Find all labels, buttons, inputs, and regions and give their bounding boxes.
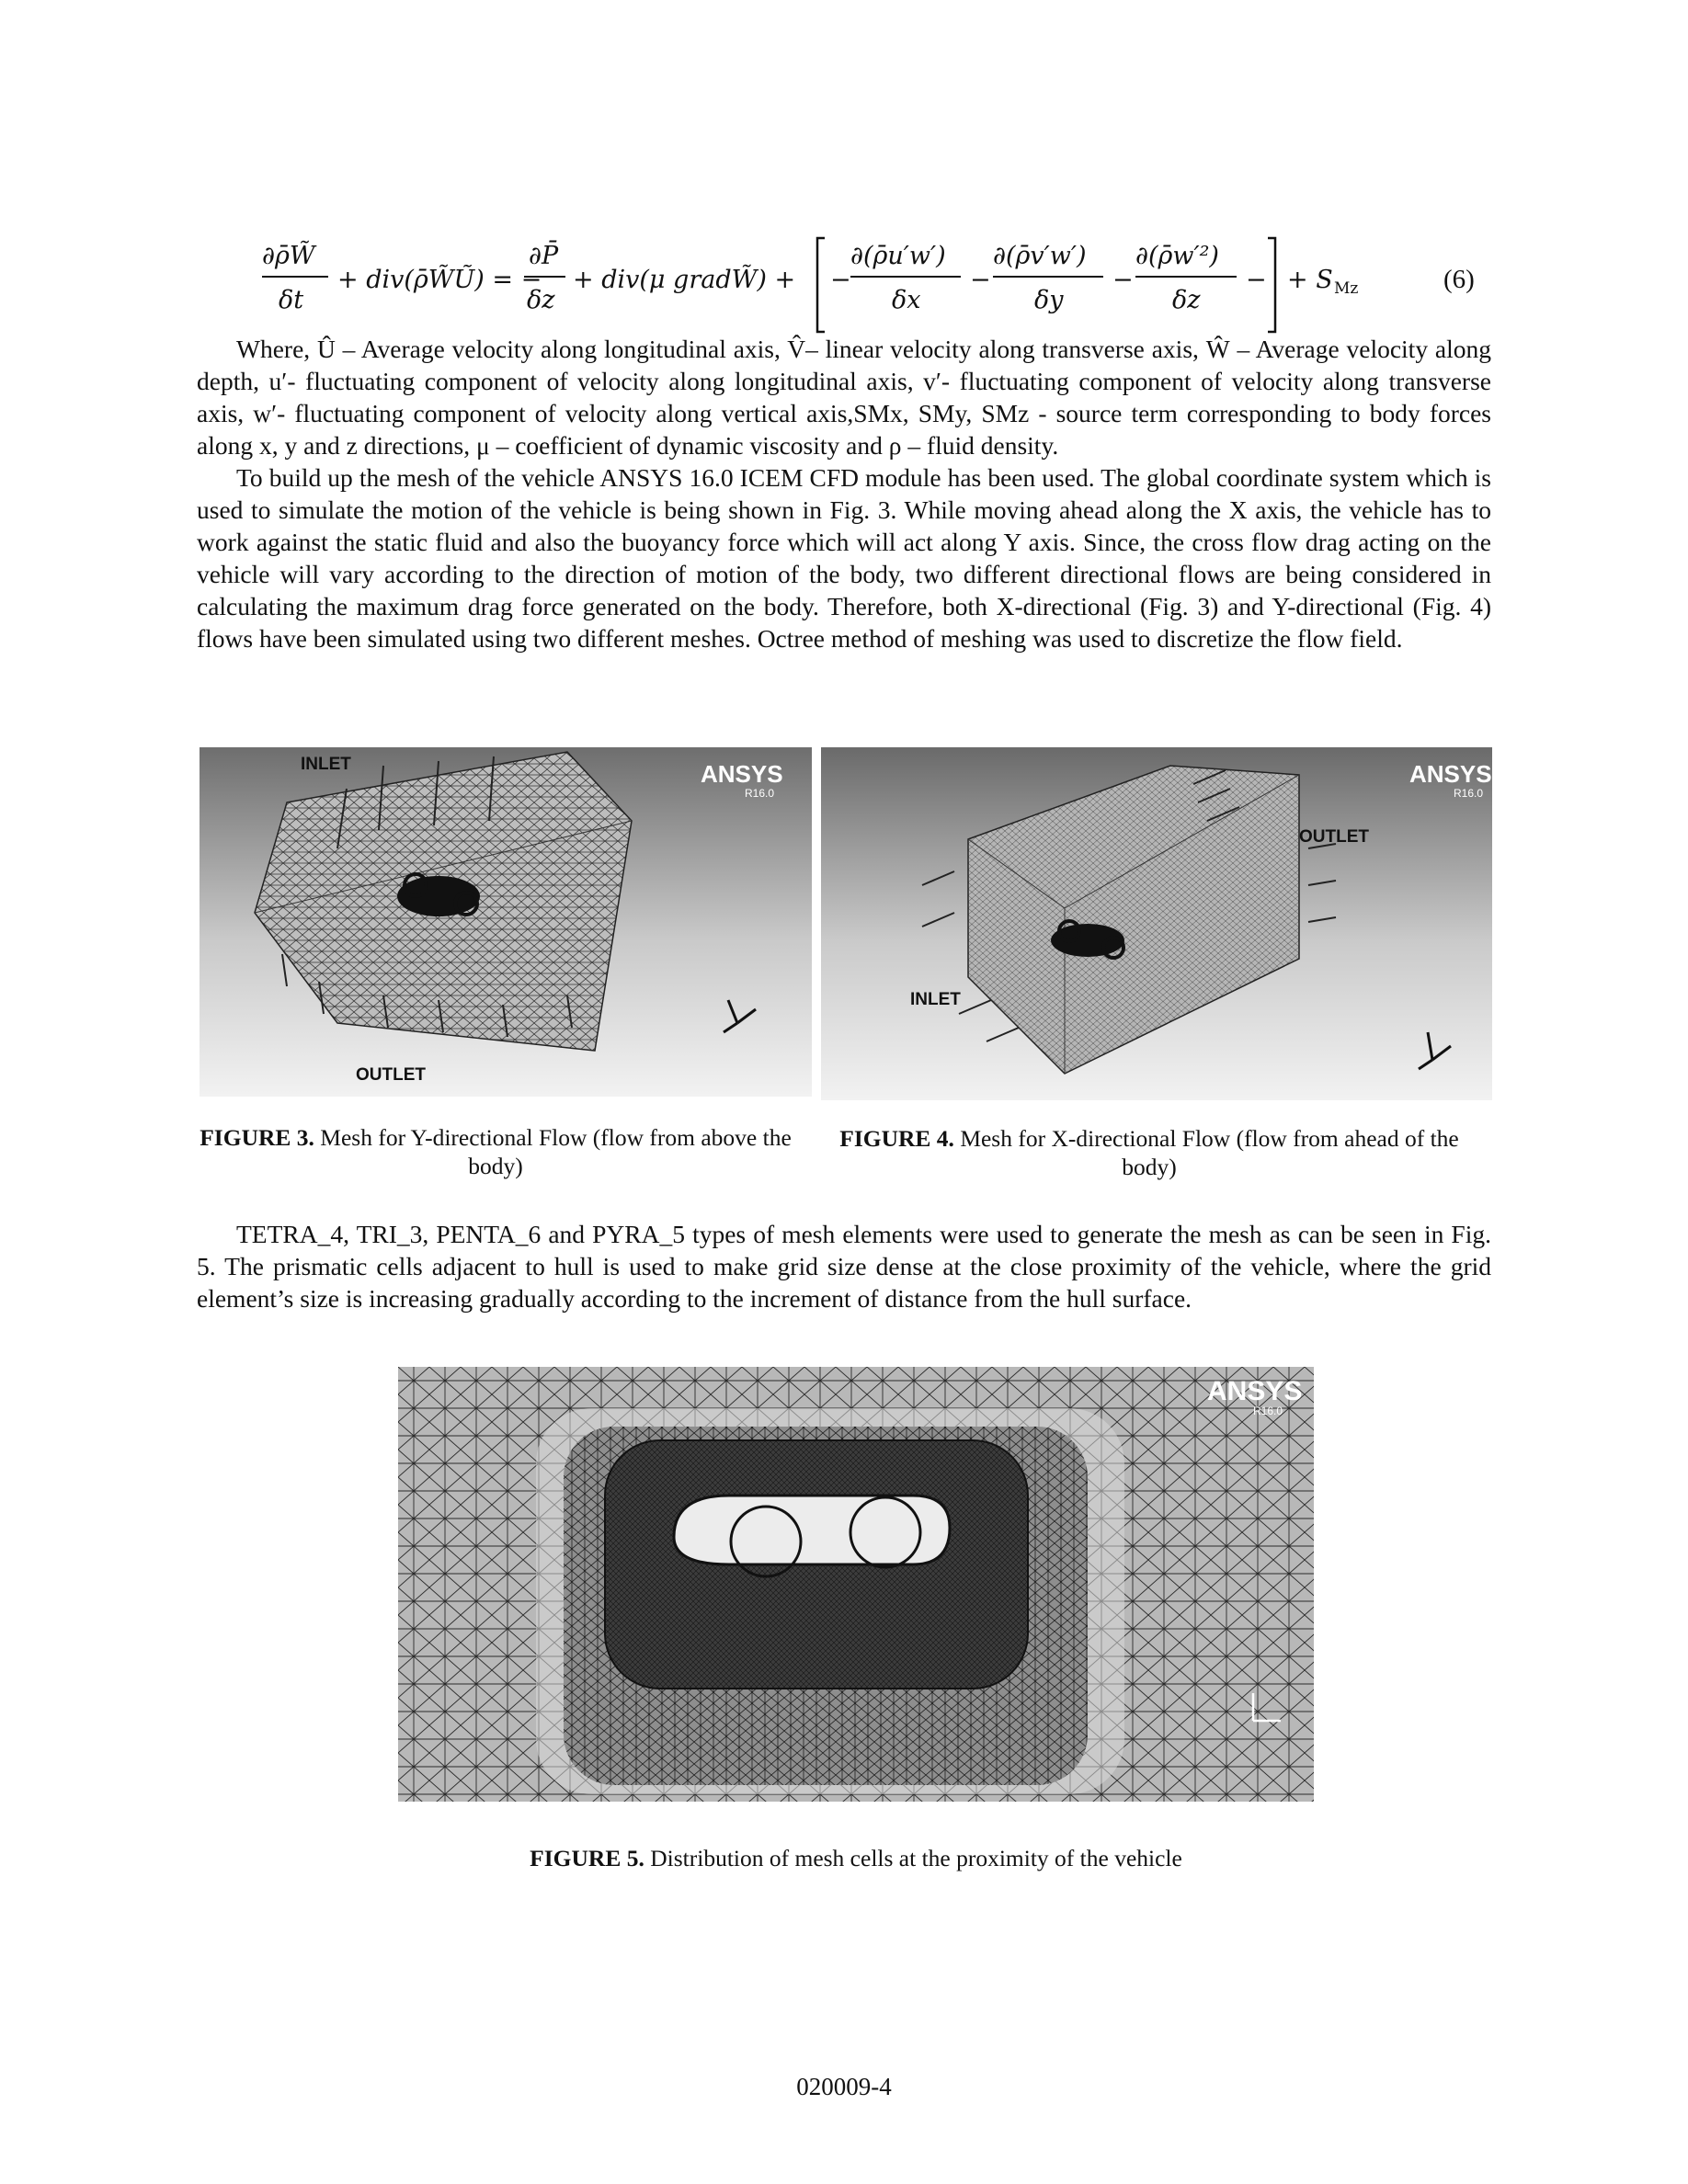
figure-4-caption-text: Mesh for X-directional Flow (flow from ahead of the body) bbox=[960, 1125, 1459, 1180]
mesh-paragraph: To build up the mesh of the vehicle ANSYS 16.0 ICEM CFD module has been used. The global coordinate system which is used to simulate the motion of the vehicle is being shown in Fig. 3. While moving ahead along the X axis, the vehicle has to work against the static fluid and also the buoyancy force which will act along Y axis. Since, the cross flow drag acting on the vehicle will vary according to the direction of motion of the body, two different directional flows are being considered in calculating the maximum drag force generated on the body. Therefore, both X-directional (Fig. 3) and Y-directional (Fig. 4) flows have been simulated using two different meshes. Octree method of meshing was used to discretize the flow field. bbox=[197, 463, 1491, 653]
svg-text:δz: δz bbox=[1172, 286, 1201, 314]
equation-6 bbox=[262, 234, 1494, 336]
figure-3-caption-text: Mesh for Y-directional Flow (flow from above the body) bbox=[320, 1124, 792, 1179]
figure-4-label: FIGURE 4. bbox=[839, 1125, 954, 1152]
figure-5-caption bbox=[398, 1844, 1314, 1872]
svg-text:∂(ρ̄w′²): ∂(ρ̄w′²) bbox=[1135, 242, 1219, 270]
svg-text:∂(ρ̄v′w′): ∂(ρ̄v′w′) bbox=[993, 242, 1087, 270]
where-paragraph: Where, Û – Average velocity along longitudinal axis, V̂– linear velocity along transverse axis, Ŵ – Average velocity along depth, u′- fluctuating component of velocity along longitudinal axis, v′- fluctuating component of velocity along transverse axis, w′- fluctuating component of velocity along vertical axis,SMx, SMy, SMz - source term corresponding to body forces along x, y and z directions, μ – coefficient of dynamic viscosity and ρ – fluid density. bbox=[197, 335, 1491, 460]
page-number: 020009-4 bbox=[796, 2073, 892, 2100]
svg-text:+ div(μ gradW̃) +: + div(μ gradW̃) + bbox=[573, 266, 796, 294]
figure-5-label: FIGURE 5. bbox=[530, 1845, 644, 1871]
fig4-inlet-label: INLET bbox=[910, 990, 961, 1009]
svg-text:δy: δy bbox=[1034, 286, 1064, 314]
fig4-ansys-logo: ANSYS bbox=[1409, 760, 1492, 788]
figure-5-caption-text: Distribution of mesh cells at the proximity of the vehicle bbox=[650, 1845, 1182, 1871]
svg-text:−: − bbox=[1246, 266, 1267, 294]
fig5-ansys-version: R16.0 bbox=[1253, 1405, 1283, 1417]
figure-3-image bbox=[200, 747, 812, 1097]
svg-text:Mz: Mz bbox=[1334, 279, 1359, 298]
svg-text:+ div(ρ̄W̃Ũ) = −: + div(ρ̄W̃Ũ) = − bbox=[337, 266, 542, 294]
elements-paragraph: TETRA_4, TRI_3, PENTA_6 and PYRA_5 types of mesh elements were used to generate the mesh as can be seen in Fig. 5. The prismatic cells adjacent to hull is used to make grid size dense at the close proximity of the vehicle, where the grid element’s size is increasing gradually according to the increment of distance from the hull surface. bbox=[197, 1220, 1491, 1313]
equation-number: (6) bbox=[1443, 265, 1475, 294]
svg-text:−: − bbox=[1112, 266, 1134, 294]
fig4-ansys-version: R16.0 bbox=[1454, 787, 1484, 800]
body-text-1 bbox=[197, 333, 1491, 654]
figure-3-caption bbox=[197, 1123, 794, 1180]
svg-text:+ S: + S bbox=[1287, 266, 1333, 294]
svg-text:∂P̄: ∂P̄ bbox=[529, 242, 559, 270]
svg-text:−: − bbox=[830, 266, 851, 294]
fig3-ansys-logo: ANSYS bbox=[701, 760, 783, 788]
figure-5-image bbox=[398, 1367, 1314, 1802]
body-text-2 bbox=[197, 1218, 1491, 1314]
svg-text:δt: δt bbox=[279, 286, 304, 314]
fig3-inlet-label: INLET bbox=[301, 755, 351, 774]
figure-3-label: FIGURE 3. bbox=[200, 1124, 314, 1151]
fig3-outlet-label: OUTLET bbox=[356, 1065, 426, 1085]
fig5-ansys-logo: ANSYS bbox=[1207, 1376, 1303, 1406]
fig4-outlet-label: OUTLET bbox=[1299, 827, 1369, 847]
figure-4-caption bbox=[818, 1124, 1480, 1181]
fig3-ansys-version: R16.0 bbox=[745, 787, 775, 800]
svg-text:∂(ρ̄u′w′): ∂(ρ̄u′w′) bbox=[850, 242, 946, 270]
figure-4-image bbox=[821, 747, 1492, 1100]
svg-text:−: − bbox=[970, 266, 991, 294]
svg-text:δz: δz bbox=[527, 286, 555, 314]
svg-text:∂ρ̄W̃: ∂ρ̄W̃ bbox=[262, 242, 315, 270]
svg-text:δx: δx bbox=[892, 286, 921, 314]
